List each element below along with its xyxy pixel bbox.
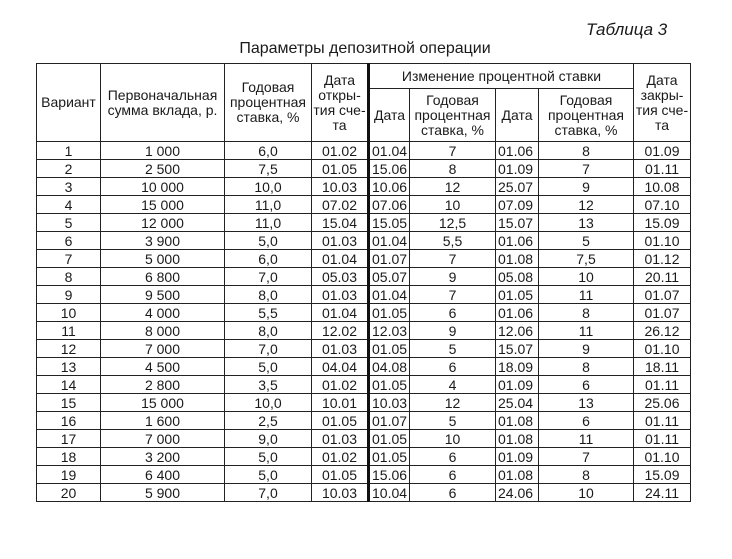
table-row — [37, 412, 691, 430]
cell-initial-sum: 8 000 — [101, 322, 225, 340]
cell-open-date: 07.02 — [312, 196, 369, 214]
cell-change-rate-2: 7 — [539, 448, 634, 466]
cell-change-rate-1: 5 — [410, 412, 496, 430]
cell-open-date: 10.03 — [312, 178, 369, 196]
cell-change-date-1: 01.05 — [369, 304, 410, 322]
cell-change-date-1: 01.05 — [369, 340, 410, 358]
cell-change-rate-2: 10 — [539, 268, 634, 286]
cell-annual-rate: 6,0 — [225, 142, 312, 160]
header-initial-sum-line: Первоначальная — [107, 86, 218, 103]
table-row — [37, 286, 691, 304]
cell-annual-rate: 11,0 — [225, 214, 312, 232]
header-change-date-2: Дата — [496, 89, 539, 142]
cell-annual-rate: 3,5 — [225, 376, 312, 394]
cell-close-date: 24.11 — [634, 484, 691, 502]
table-row — [37, 214, 691, 232]
cell-close-date: 01.07 — [634, 286, 691, 304]
cell-change-rate-2: 9 — [539, 340, 634, 358]
cell-variant: 1 — [37, 142, 101, 160]
cell-annual-rate: 7,0 — [225, 268, 312, 286]
cell-annual-rate: 7,5 — [225, 160, 312, 178]
table-row — [37, 322, 691, 340]
cell-change-rate-1: 5 — [410, 340, 496, 358]
cell-annual-rate: 11,0 — [225, 196, 312, 214]
table-row — [37, 160, 691, 178]
cell-change-date-1: 10.03 — [369, 394, 410, 412]
cell-annual-rate: 9,0 — [225, 430, 312, 448]
header-annual-rate-line: процентная — [229, 94, 307, 110]
cell-close-date: 01.10 — [634, 448, 691, 466]
table-row — [37, 196, 691, 214]
cell-change-rate-2: 7 — [539, 160, 634, 178]
cell-close-date: 01.07 — [634, 304, 691, 322]
cell-variant: 8 — [37, 268, 101, 286]
cell-change-date-1: 15.06 — [369, 160, 410, 178]
cell-change-date-2: 25.04 — [496, 394, 539, 412]
cell-change-rate-2: 13 — [539, 214, 634, 232]
cell-open-date: 01.02 — [312, 448, 369, 466]
header-variant: Вариант — [37, 64, 101, 142]
cell-initial-sum: 15 000 — [101, 196, 225, 214]
cell-change-rate-2: 8 — [539, 466, 634, 484]
cell-close-date: 01.09 — [634, 142, 691, 160]
table-row — [37, 232, 691, 250]
cell-annual-rate: 5,0 — [225, 448, 312, 466]
cell-close-date: 18.11 — [634, 358, 691, 376]
header-change-rate-2 — [539, 89, 634, 142]
cell-annual-rate: 10,0 — [225, 394, 312, 412]
cell-change-date-2: 25.07 — [496, 178, 539, 196]
table-row — [37, 466, 691, 484]
cell-change-rate-2: 8 — [539, 304, 634, 322]
cell-initial-sum: 3 900 — [101, 232, 225, 250]
cell-change-date-1: 15.05 — [369, 214, 410, 232]
cell-change-date-1: 12.03 — [369, 322, 410, 340]
cell-change-rate-1: 12,5 — [410, 214, 496, 232]
cell-change-date-1: 15.06 — [369, 466, 410, 484]
cell-variant: 10 — [37, 304, 101, 322]
cell-change-date-2: 01.08 — [496, 412, 539, 430]
cell-change-rate-1: 5,5 — [410, 232, 496, 250]
cell-annual-rate: 7,0 — [225, 484, 312, 502]
cell-initial-sum: 7 000 — [101, 430, 225, 448]
cell-change-rate-2: 8 — [539, 142, 634, 160]
table-row — [37, 358, 691, 376]
cell-change-rate-1: 12 — [410, 178, 496, 196]
cell-open-date: 01.02 — [312, 142, 369, 160]
table-row — [37, 484, 691, 502]
cell-change-date-1: 04.08 — [369, 358, 410, 376]
header-change-rate-line: Годовая — [426, 91, 479, 108]
header-close-date-line: Дата — [646, 71, 678, 88]
cell-change-date-1: 07.06 — [369, 196, 410, 214]
cell-close-date: 01.10 — [634, 340, 691, 358]
cell-change-date-2: 01.06 — [496, 142, 539, 160]
cell-change-rate-1: 6 — [410, 484, 496, 502]
cell-annual-rate: 10,0 — [225, 178, 312, 196]
cell-change-date-2: 15.07 — [496, 214, 539, 232]
cell-variant: 4 — [37, 196, 101, 214]
cell-change-rate-2: 7,5 — [539, 250, 634, 268]
cell-annual-rate: 8,0 — [225, 322, 312, 340]
cell-change-rate-2: 13 — [539, 394, 634, 412]
cell-change-date-1: 10.04 — [369, 484, 410, 502]
cell-change-rate-1: 7 — [410, 142, 496, 160]
header-open-date-line: откры- — [318, 86, 361, 103]
cell-change-rate-2: 6 — [539, 376, 634, 394]
cell-annual-rate: 2,5 — [225, 412, 312, 430]
cell-change-date-1: 01.04 — [369, 286, 410, 304]
cell-change-date-2: 01.08 — [496, 250, 539, 268]
cell-variant: 2 — [37, 160, 101, 178]
cell-initial-sum: 2 500 — [101, 160, 225, 178]
cell-change-rate-2: 11 — [539, 430, 634, 448]
header-change-rate-line: ставка, % — [421, 121, 484, 138]
header-change-rate-line: ставка, % — [554, 121, 618, 138]
cell-change-rate-1: 4 — [410, 376, 496, 394]
cell-close-date: 01.11 — [634, 430, 691, 448]
cell-close-date: 15.09 — [634, 214, 691, 232]
cell-variant: 20 — [37, 484, 101, 502]
cell-close-date: 25.06 — [634, 394, 691, 412]
cell-variant: 17 — [37, 430, 101, 448]
cell-initial-sum: 4 000 — [101, 304, 225, 322]
cell-change-rate-1: 6 — [410, 466, 496, 484]
table-row — [37, 340, 691, 358]
table-row — [37, 394, 691, 412]
cell-open-date: 10.01 — [312, 394, 369, 412]
cell-change-rate-1: 12 — [410, 394, 496, 412]
cell-change-date-1: 10.06 — [369, 178, 410, 196]
cell-initial-sum: 15 000 — [101, 394, 225, 412]
cell-initial-sum: 2 800 — [101, 376, 225, 394]
cell-change-date-2: 01.06 — [496, 304, 539, 322]
cell-change-date-2: 01.08 — [496, 430, 539, 448]
cell-change-date-2: 01.08 — [496, 466, 539, 484]
deposit-parameters-table — [36, 63, 691, 502]
cell-change-date-1: 01.07 — [369, 250, 410, 268]
cell-variant: 7 — [37, 250, 101, 268]
cell-open-date: 01.03 — [312, 286, 369, 304]
table-row — [37, 142, 691, 160]
cell-change-date-2: 07.09 — [496, 196, 539, 214]
cell-change-date-1: 01.05 — [369, 448, 410, 466]
header-annual-rate — [225, 64, 312, 142]
cell-change-rate-2: 12 — [539, 196, 634, 214]
cell-initial-sum: 1 000 — [101, 142, 225, 160]
cell-change-rate-2: 9 — [539, 178, 634, 196]
cell-initial-sum: 9 500 — [101, 286, 225, 304]
cell-variant: 15 — [37, 394, 101, 412]
header-change-rate-line: процентная — [547, 106, 625, 123]
cell-close-date: 07.10 — [634, 196, 691, 214]
cell-open-date: 01.05 — [312, 412, 369, 430]
cell-variant: 9 — [37, 286, 101, 304]
cell-annual-rate: 5,5 — [225, 304, 312, 322]
cell-change-rate-2: 11 — [539, 322, 634, 340]
header-initial-sum — [101, 64, 225, 142]
cell-change-rate-2: 8 — [539, 358, 634, 376]
cell-open-date: 01.02 — [312, 376, 369, 394]
cell-change-date-2: 01.06 — [496, 232, 539, 250]
table-row — [37, 304, 691, 322]
cell-open-date: 01.03 — [312, 232, 369, 250]
table-caption — [0, 40, 732, 58]
cell-initial-sum: 6 400 — [101, 466, 225, 484]
cell-initial-sum: 1 600 — [101, 412, 225, 430]
cell-change-date-2: 05.08 — [496, 268, 539, 286]
cell-open-date: 10.03 — [312, 484, 369, 502]
cell-close-date: 15.09 — [634, 466, 691, 484]
cell-change-rate-1: 9 — [410, 268, 496, 286]
cell-initial-sum: 5 000 — [101, 250, 225, 268]
cell-initial-sum: 6 800 — [101, 268, 225, 286]
cell-change-date-1: 01.04 — [369, 142, 410, 160]
cell-annual-rate: 8,0 — [225, 286, 312, 304]
cell-change-rate-1: 10 — [410, 430, 496, 448]
cell-variant: 11 — [37, 322, 101, 340]
cell-change-date-2: 15.07 — [496, 340, 539, 358]
cell-open-date: 01.03 — [312, 430, 369, 448]
cell-variant: 16 — [37, 412, 101, 430]
header-change-rate-line: Годовая — [559, 91, 613, 108]
cell-change-date-1: 01.05 — [369, 430, 410, 448]
cell-initial-sum: 4 500 — [101, 358, 225, 376]
cell-initial-sum: 3 200 — [101, 448, 225, 466]
cell-open-date: 01.04 — [312, 250, 369, 268]
cell-open-date: 01.05 — [312, 160, 369, 178]
cell-change-date-1: 05.07 — [369, 268, 410, 286]
cell-change-date-2: 18.09 — [496, 358, 539, 376]
cell-open-date: 01.05 — [312, 466, 369, 484]
header-open-date-line: та — [332, 116, 347, 133]
cell-change-rate-1: 10 — [410, 196, 496, 214]
table-number-label: Таблица 3 — [586, 20, 668, 39]
cell-close-date: 01.11 — [634, 160, 691, 178]
cell-open-date: 12.02 — [312, 322, 369, 340]
table-row — [37, 250, 691, 268]
cell-open-date: 05.03 — [312, 268, 369, 286]
cell-change-date-1: 01.04 — [369, 232, 410, 250]
cell-open-date: 15.04 — [312, 214, 369, 232]
cell-initial-sum: 5 900 — [101, 484, 225, 502]
cell-annual-rate: 6,0 — [225, 250, 312, 268]
cell-variant: 5 — [37, 214, 101, 232]
cell-change-rate-1: 7 — [410, 250, 496, 268]
cell-close-date: 20.11 — [634, 268, 691, 286]
table-row — [37, 448, 691, 466]
cell-change-rate-1: 9 — [410, 322, 496, 340]
cell-change-rate-2: 10 — [539, 484, 634, 502]
header-annual-rate-line: ставка, % — [236, 109, 300, 125]
cell-close-date: 01.11 — [634, 376, 691, 394]
cell-change-rate-2: 6 — [539, 412, 634, 430]
cell-change-rate-2: 11 — [539, 286, 634, 304]
table-caption-text: Параметры депозитной операции — [239, 40, 491, 57]
header-change-date-1: Дата — [369, 89, 410, 142]
table-row — [37, 178, 691, 196]
cell-close-date: 01.10 — [634, 232, 691, 250]
cell-change-date-2: 12.06 — [496, 322, 539, 340]
header-open-date — [312, 64, 369, 142]
header-open-date-line: тия сче- — [313, 101, 366, 118]
header-close-date-line: закры- — [640, 86, 684, 103]
table-row — [37, 430, 691, 448]
header-change-rate-1 — [410, 89, 496, 142]
cell-close-date: 01.12 — [634, 250, 691, 268]
cell-change-date-2: 01.09 — [496, 448, 539, 466]
cell-annual-rate: 7,0 — [225, 340, 312, 358]
cell-change-rate-1: 8 — [410, 160, 496, 178]
table-row — [37, 268, 691, 286]
header-close-date-line: тия сче- — [635, 101, 689, 118]
cell-variant: 14 — [37, 376, 101, 394]
header-close-date-line: та — [654, 116, 670, 133]
cell-change-rate-1: 6 — [410, 304, 496, 322]
cell-variant: 18 — [37, 448, 101, 466]
cell-open-date: 01.03 — [312, 340, 369, 358]
cell-close-date: 26.12 — [634, 322, 691, 340]
header-open-date-line: Дата — [323, 71, 355, 88]
cell-change-rate-1: 6 — [410, 448, 496, 466]
cell-annual-rate: 5,0 — [225, 466, 312, 484]
cell-change-date-2: 01.09 — [496, 160, 539, 178]
cell-change-rate-2: 5 — [539, 232, 634, 250]
cell-close-date: 01.11 — [634, 412, 691, 430]
cell-open-date: 04.04 — [312, 358, 369, 376]
cell-change-rate-1: 7 — [410, 286, 496, 304]
cell-change-date-2: 01.09 — [496, 376, 539, 394]
header-initial-sum-line: сумма вклада, р. — [107, 101, 218, 118]
header-change-rate-line: процентная — [414, 106, 491, 123]
cell-initial-sum: 10 000 — [101, 178, 225, 196]
cell-variant: 6 — [37, 232, 101, 250]
cell-initial-sum: 7 000 — [101, 340, 225, 358]
cell-change-date-2: 01.05 — [496, 286, 539, 304]
cell-change-date-1: 01.05 — [369, 376, 410, 394]
table-body — [37, 142, 691, 502]
cell-variant: 13 — [37, 358, 101, 376]
cell-variant: 12 — [37, 340, 101, 358]
cell-initial-sum: 12 000 — [101, 214, 225, 232]
cell-change-date-1: 01.07 — [369, 412, 410, 430]
cell-variant: 3 — [37, 178, 101, 196]
cell-change-date-2: 24.06 — [496, 484, 539, 502]
cell-variant: 19 — [37, 466, 101, 484]
cell-change-rate-1: 6 — [410, 358, 496, 376]
header-annual-rate-line: Годовая — [241, 79, 295, 95]
header-close-date — [634, 64, 691, 142]
header-rate-change: Изменение процентной ставки — [369, 64, 634, 89]
table-row — [37, 376, 691, 394]
cell-close-date: 10.08 — [634, 178, 691, 196]
cell-open-date: 01.04 — [312, 304, 369, 322]
cell-annual-rate: 5,0 — [225, 358, 312, 376]
cell-annual-rate: 5,0 — [225, 232, 312, 250]
